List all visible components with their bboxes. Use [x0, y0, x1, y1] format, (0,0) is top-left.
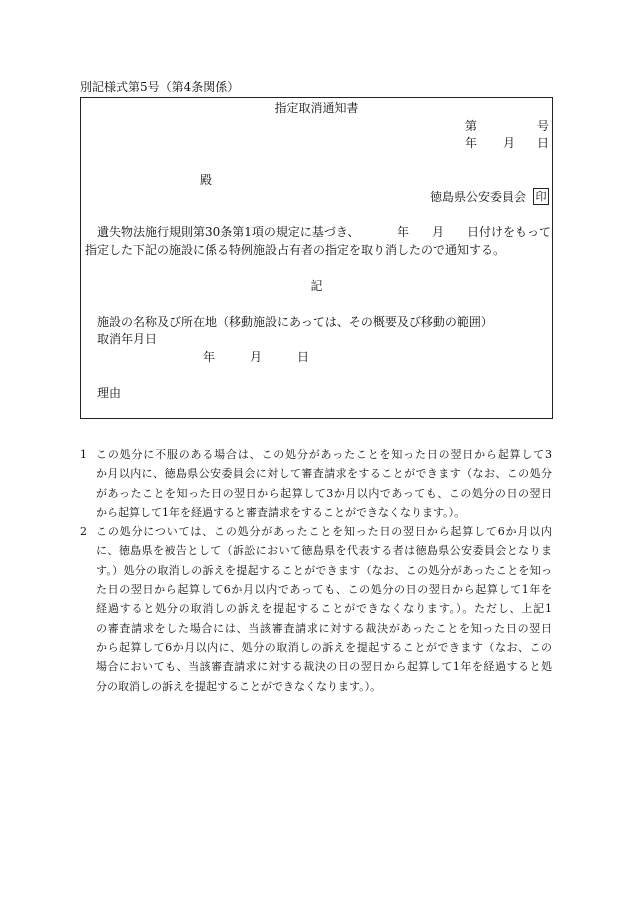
- revocation-day: 日: [297, 350, 310, 364]
- date-month: 月: [503, 136, 516, 150]
- note-item: [80, 445, 552, 522]
- note-line: 経過すると処分の取消しの訴えを提起することができなくなります。）。ただし、上記1: [96, 602, 552, 616]
- reason-label: 理由: [97, 386, 122, 400]
- notice-title: 指定取消通知書: [274, 101, 359, 115]
- addressee-suffix: 殿: [200, 173, 213, 187]
- revocation-date-label: 取消年月日: [97, 332, 158, 346]
- note-number: 1: [80, 448, 87, 461]
- revocation-year: 年: [203, 350, 216, 364]
- number-suffix: 号: [537, 119, 550, 133]
- note-line: があったことを知った日の翌日から起算して3か月以内であっても、この処分の日の翌日: [96, 486, 552, 500]
- body-line1-text: 遺失物法施行規則第30条第1項の規定に基づき、: [97, 225, 360, 239]
- notice-form-box: [80, 97, 553, 419]
- body-line1-tail: 日付けをもって: [467, 225, 552, 239]
- note-line: か月以内に、徳島県公安委員会に対して審査請求をすることができます（なお、この処分: [96, 467, 552, 481]
- note-number: 2: [80, 525, 87, 539]
- number-prefix: 第: [465, 119, 478, 133]
- note-line: から起算して1年を経過すると審査請求をすることができなくなります。）。: [96, 505, 466, 519]
- facility-label: 施設の名称及び所在地（移動施設にあっては、その概要及び移動の範囲）: [97, 315, 493, 329]
- note-line: 場合においても、当該審査請求に対する裁決の日の翌日から起算して1年を経過すると処: [96, 660, 552, 674]
- seal-mark: 印: [533, 188, 549, 205]
- date-year: 年: [465, 136, 478, 150]
- note-line: の審査請求をした場合には、当該審査請求に対する裁決があったことを知った日の翌日: [96, 621, 552, 635]
- issuer: 徳島県公安委員会: [430, 190, 527, 204]
- body-line2: 指定した下記の施設に係る特例施設占有者の指定を取り消したので通知する。: [85, 243, 506, 257]
- notes-section: [80, 445, 552, 696]
- note-item: [80, 522, 552, 696]
- note-line: た日の翌日から起算して6か月以内であっても、この処分の日の翌日から起算して1年を: [96, 583, 552, 597]
- note-line: す。）処分の取消しの訴えを提起することができます（なお、この処分があったことを知っ: [96, 563, 552, 577]
- body-line1-year: 年: [397, 225, 410, 239]
- date-day: 日: [537, 136, 550, 150]
- ki-heading: 記: [310, 279, 323, 293]
- note-line: から起算して6か月以内に、処分の取消しの訴えを提起することができます（なお、この: [96, 640, 552, 654]
- revocation-month: 月: [250, 350, 263, 364]
- body-line1-month: 月: [432, 225, 445, 239]
- note-line: に、徳島県を被告として（訴訟において徳島県を代表する者は徳島県公安委員会となりま: [96, 544, 552, 558]
- note-line: この処分については、この処分があったことを知った日の翌日から起算して6か月以内: [96, 525, 552, 539]
- note-line: この処分に不服のある場合は、この処分があったことを知った日の翌日から起算して3: [96, 448, 552, 461]
- form-label: 別記様式第5号（第4条関係）: [80, 80, 240, 94]
- note-line: 分の取消しの訴えを提起することができなくなります。）。: [96, 679, 382, 693]
